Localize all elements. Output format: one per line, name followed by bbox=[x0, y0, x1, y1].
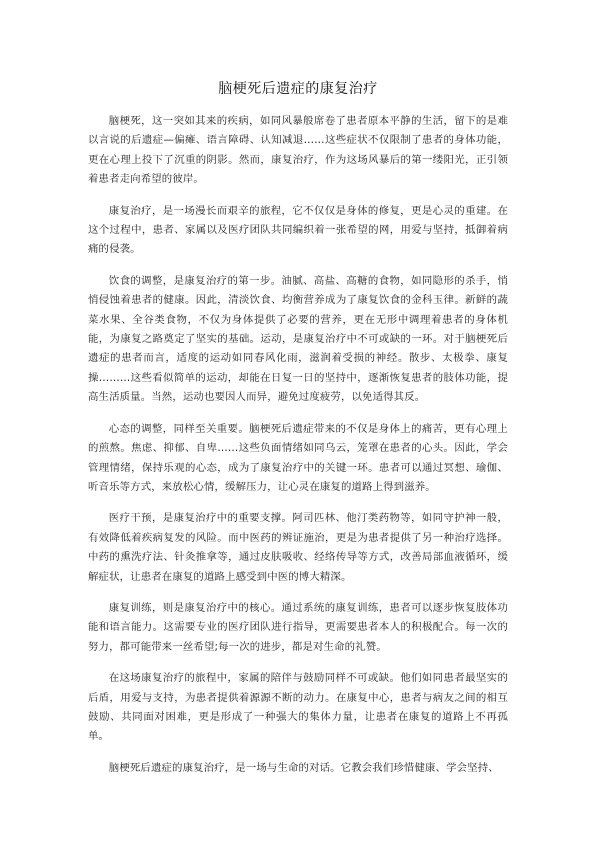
document-title: 脑梗死后遗症的康复治疗 bbox=[218, 81, 378, 97]
paragraph: 脑梗死，这一突如其来的疾病，如同风暴般席卷了患者原本平静的生活，留下的是难以言说的后遗症—偏瘫、语言障碍、认知减退……这些症状不仅限制了患者的身体功能，更在心理上投下了沉重的阴影。然而，康复治疗，作为这场风暴后的第一缕阳光，正引领着患者走向希望的彼岸。 bbox=[88, 115, 508, 186]
document-page bbox=[88, 0, 508, 841]
paragraph: 在这场康复治疗的旅程中，家属的陪伴与鼓励同样不可或缺。他们如同患者最坚实的后盾，用爱与支持，为患者提供着源源不断的动力。在康复中心，患者与病友之间的相互鼓励、共同面对困难，更是形成了一种强大的集体力量，让患者在康复的道路上不再孤单。 bbox=[88, 672, 508, 743]
paragraph: 心态的调整，同样至关重要。脑梗死后遗症带来的不仅是身体上的痛苦，更有心理上的煎熬。焦虑、抑郁、自卑……这些负面情绪如同乌云，笼罩在患者的心头。因此，学会管理情绪，保持乐观的心态，成为了康复治疗中的关键一环。患者可以通过冥想、瑜伽、听音乐等方式，来放松心情，缓解压力，让心灵在康复的道路上得到滋养。 bbox=[88, 422, 508, 493]
paragraph: 饮食的调整，是康复治疗的第一步。油腻、高盐、高糖的食物，如同隐形的杀手，悄悄侵蚀着患者的健康。因此，清淡饮食、均衡营养成为了康复饮食的金科玉律。新鲜的蔬菜水果、全谷类食物，不仅为身体提供了必要的营养，更在无形中调理着患者的身体机能，为康复之路奠定了坚实的基础。运动，是康复治疗中不可或缺的一环。对于脑梗死后遗症的患者而言，适度的运动如同春风化雨，滋润着受损的神经。散步、太极拳、康复操………这些看似简单的运动，却能在日复一日的坚持中，逐渐恢复患者的肢体功能，提高生活质量。当然，运动也要因人而异，避免过度疲劳，以免适得其反。 bbox=[88, 274, 508, 404]
paragraph: 康复训练，则是康复治疗中的核心。通过系统的康复训练，患者可以逐步恢复肢体功能和语言能力。这需要专业的医疗团队进行指导，更需要患者本人的积极配合。每一次的努力，都可能带来一丝希望;每一次的进步，都是对生命的礼赞。 bbox=[88, 601, 508, 653]
document-body bbox=[88, 112, 508, 778]
paragraph: 脑梗死后遗症的康复治疗，是一场与生命的对话。它教会我们珍惜健康、学会坚持、 bbox=[108, 761, 499, 774]
paragraph: 医疗干预，是康复治疗中的重要支撑。阿司匹林、他汀类药物等，如同守护神一般，有效降低着疾病复发的风险。而中医药的辨证施治，更是为患者提供了另一种治疗选择。中药的熏洗疗法、针灸推拿等，通过皮肤吸收、经络传导等方式，改善局部血液循环，缓解症状，让患者在康复的道路上感受到中医的博大精深。 bbox=[88, 512, 508, 583]
paragraph: 康复治疗，是一场漫长而艰辛的旅程，它不仅仅是身体的修复，更是心灵的重建。在这个过程中，患者、家属以及医疗团队共同编织着一张希望的网，用爱与坚持，抵御着病痛的侵袭。 bbox=[88, 204, 508, 256]
